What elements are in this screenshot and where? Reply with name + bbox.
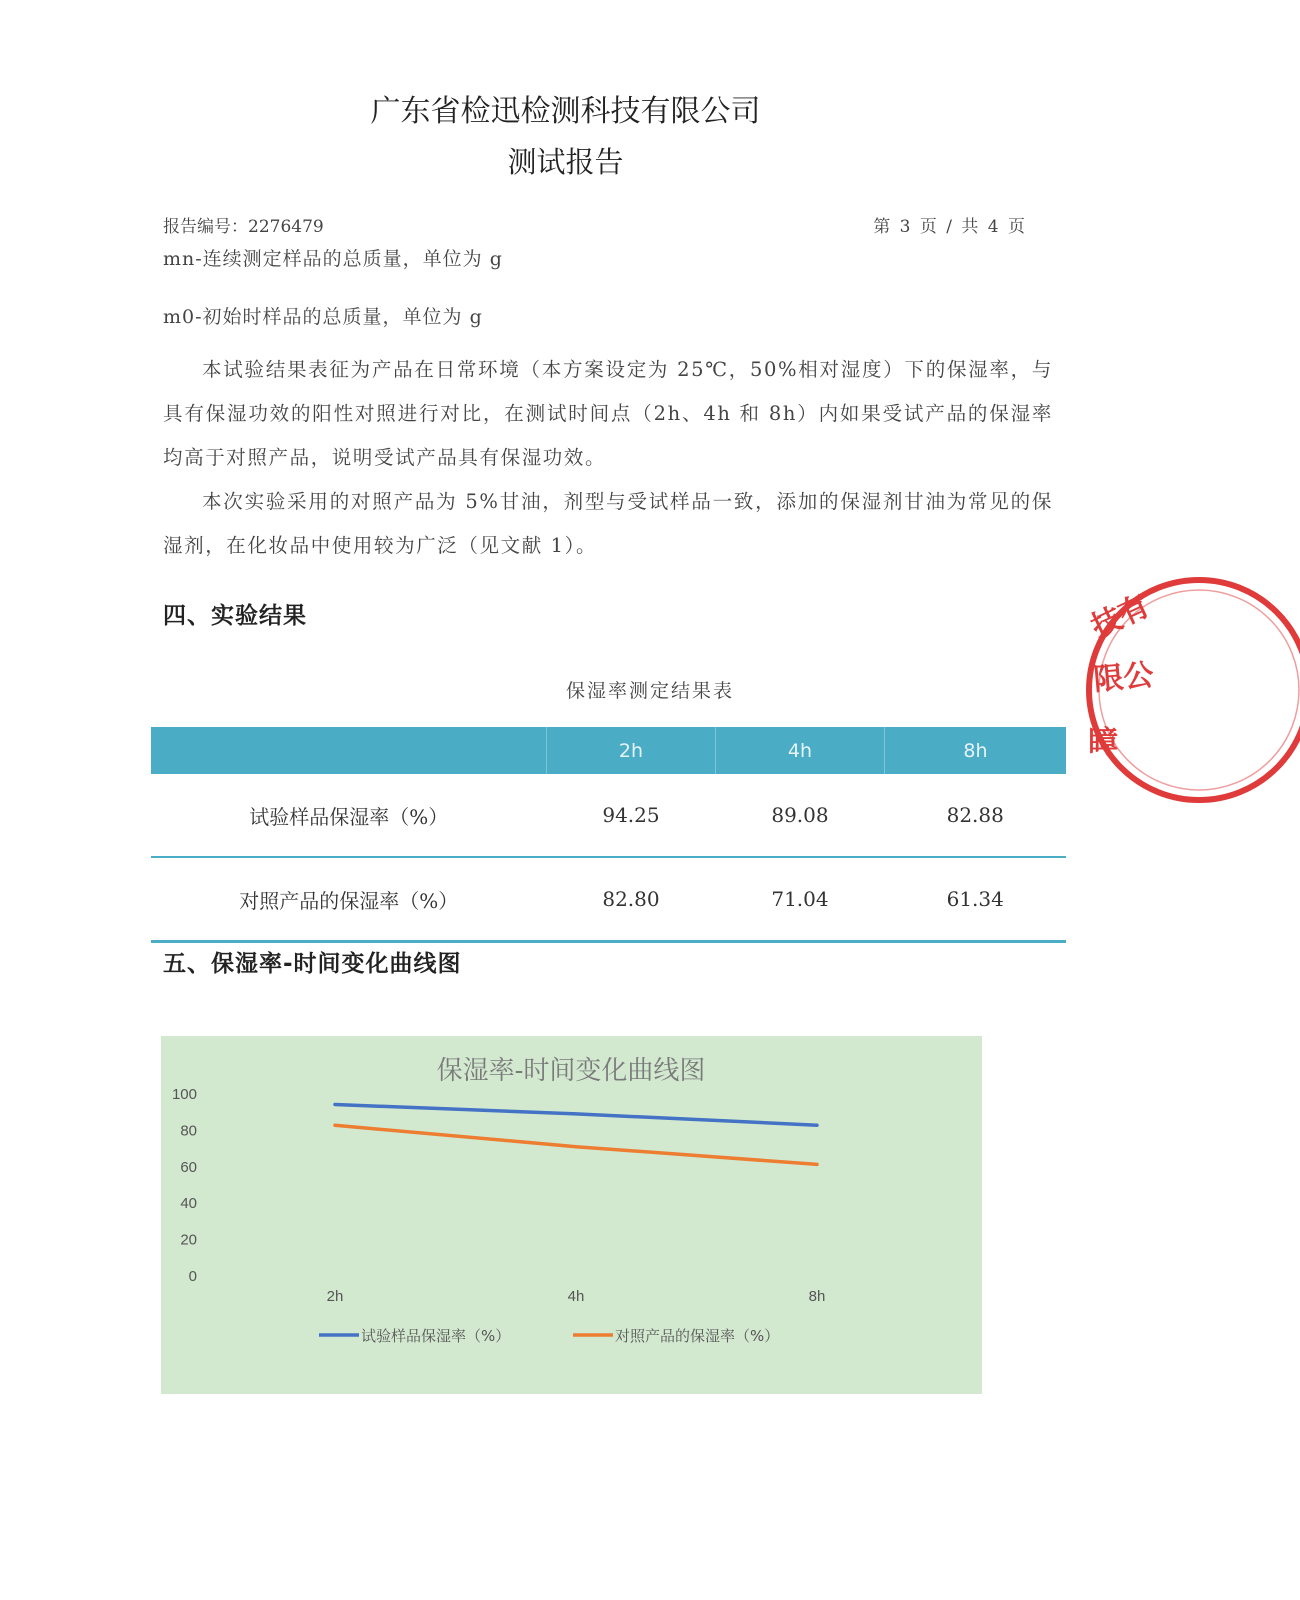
- line-chart: [161, 1036, 982, 1394]
- y-tick-label: 40: [180, 1195, 197, 1213]
- page-indicator: 第 3 页 / 共 4 页: [873, 217, 1027, 237]
- table-header-row: [151, 727, 1066, 774]
- table-header-cell: 4h: [716, 727, 885, 774]
- report-number: 报告编号：2276479: [163, 217, 324, 237]
- section-5-heading: 五、保湿率-时间变化曲线图: [163, 951, 462, 977]
- chart-title: 保湿率-时间变化曲线图: [436, 1056, 706, 1086]
- y-tick-label: 100: [171, 1086, 197, 1103]
- table-row: [151, 774, 1066, 857]
- definition-mn: mn-连续测定样品的总质量，单位为 g: [163, 248, 503, 270]
- table-header-cell: [151, 727, 547, 774]
- series-line-2: [335, 1125, 817, 1164]
- document-title: 测试报告: [507, 145, 624, 179]
- company-name: 广东省检迅检测科技有限公司: [370, 94, 761, 129]
- y-tick-label: 60: [180, 1158, 197, 1176]
- table-cell: 61.34: [885, 857, 1067, 942]
- legend-label: 对照产品的保湿率（%）: [615, 1327, 780, 1345]
- x-tick-label: 2h: [326, 1288, 344, 1305]
- row-label: 试验样品保湿率（%）: [151, 774, 547, 857]
- paragraph-control: 本次实验采用的对照产品为 5%甘油，剂型与受试样品一致，添加的保湿剂甘油为常见的保湿剂，在化妆品中使用较为广泛（见文献 1）。: [163, 490, 1053, 557]
- table-cell: 94.25: [547, 774, 716, 857]
- table-cell: 82.80: [547, 857, 716, 942]
- section-4-heading: 四、实验结果: [163, 603, 307, 629]
- table-cell: 89.08: [716, 774, 885, 857]
- y-tick-label: 20: [180, 1231, 197, 1249]
- y-tick-label: 80: [180, 1122, 197, 1140]
- svg-text:限公: 限公: [1092, 657, 1155, 698]
- y-tick-label: 0: [188, 1268, 197, 1285]
- results-table: [151, 727, 1066, 943]
- table-cell: 71.04: [716, 857, 885, 942]
- legend-label: 试验样品保湿率（%）: [361, 1327, 511, 1345]
- x-tick-label: 8h: [808, 1288, 826, 1305]
- table-row: [151, 857, 1066, 942]
- svg-text:技有: 技有: [1085, 588, 1156, 646]
- svg-text:瞕: 瞕: [1088, 725, 1118, 760]
- table-header-cell: 2h: [547, 727, 716, 774]
- series-line-1: [335, 1105, 817, 1126]
- table-cell: 82.88: [885, 774, 1067, 857]
- company-seal: [1084, 574, 1214, 804]
- definition-m0: m0-初始时样品的总质量，单位为 g: [163, 306, 483, 328]
- row-label: 对照产品的保湿率（%）: [151, 857, 547, 942]
- table-header-cell: 8h: [885, 727, 1067, 774]
- x-tick-label: 4h: [567, 1288, 585, 1305]
- chart-container: [161, 1036, 982, 1394]
- table-caption: 保湿率测定结果表: [565, 680, 734, 702]
- paragraph-method: 本试验结果表征为产品在日常环境（本方案设定为 25℃，50%相对湿度）下的保湿率，与具有保湿功效的阳性对照进行对比，在测试时间点（2h、4h 和 8h）内如果受试产品的保湿率均高于对照产品，说明受试产品具有保湿功效。: [163, 358, 1053, 469]
